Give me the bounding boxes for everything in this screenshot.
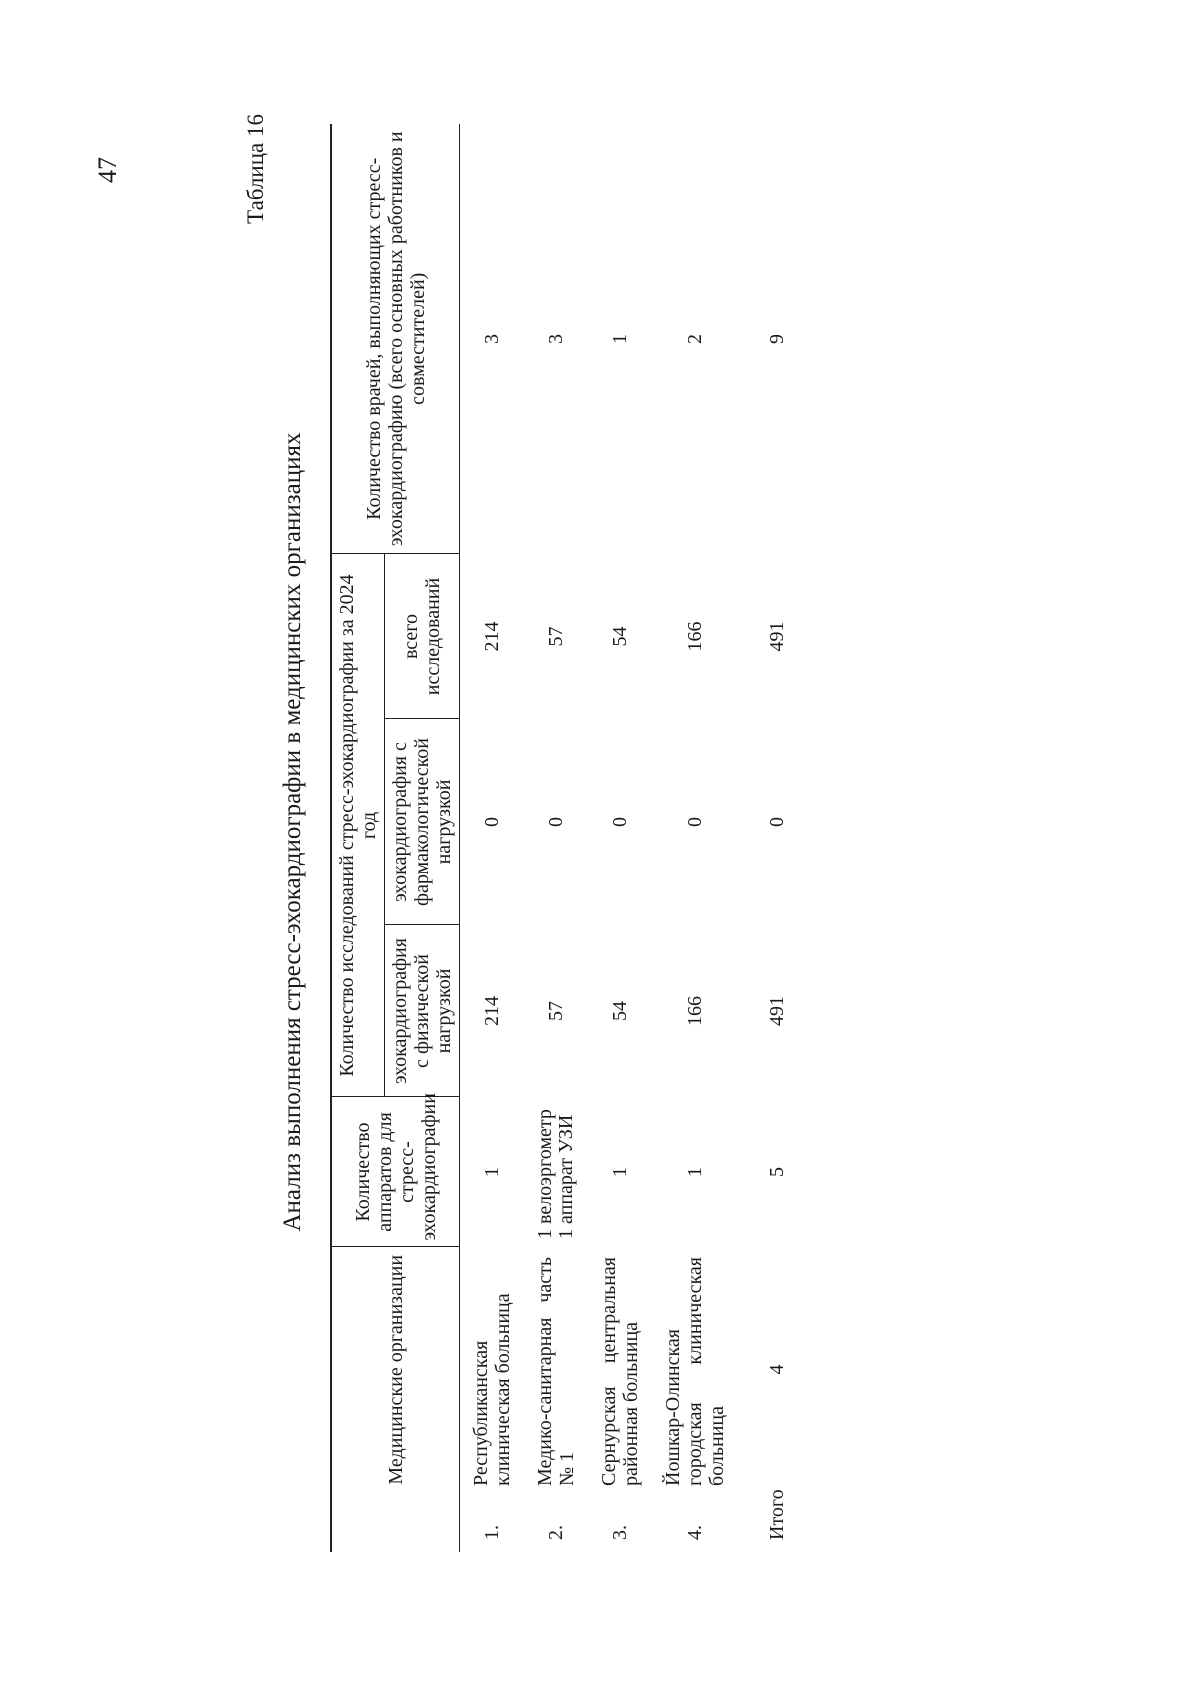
table-row xyxy=(460,124,525,1552)
row-devices: 1 xyxy=(609,1167,631,1177)
row-total-studies: 166 xyxy=(684,621,706,652)
row-number: 2. xyxy=(545,1525,567,1540)
row-organization: Сернурская центральная районная больница xyxy=(598,1257,642,1486)
total-studies: 491 xyxy=(766,621,788,652)
header-number-column xyxy=(331,1492,460,1552)
row-pharmacological: 0 xyxy=(481,817,503,827)
row-devices: 1 xyxy=(684,1167,706,1177)
row-physical: 214 xyxy=(481,996,503,1026)
total-row xyxy=(738,124,798,1552)
row-doctors: 2 xyxy=(684,334,706,344)
total-doctors: 9 xyxy=(766,334,788,344)
page-number: 47 xyxy=(93,157,122,183)
table-row xyxy=(524,124,588,1552)
row-devices xyxy=(524,1097,588,1247)
row-pharmacological: 0 xyxy=(545,817,567,827)
row-total-studies: 57 xyxy=(545,626,567,647)
row-doctors: 3 xyxy=(481,334,503,344)
rotated-page-content xyxy=(240,92,940,1572)
row-pharmacological: 0 xyxy=(609,817,631,827)
device-line-2: 1 аппарат УЗИ xyxy=(555,1114,577,1239)
row-physical: 54 xyxy=(609,1001,631,1021)
row-doctors: 3 xyxy=(545,334,567,344)
header-studies-group: Количество исследований стресс-эхокардиографии за 2024 год xyxy=(331,554,385,1097)
row-total-studies: 214 xyxy=(481,621,503,652)
row-number: 4. xyxy=(684,1525,706,1540)
row-total-studies: 54 xyxy=(609,626,631,647)
row-physical: 166 xyxy=(684,996,706,1026)
device-line-1: 1 велоэргометр xyxy=(534,1109,556,1239)
header-physical: эхокардиография с физической нагрузкой xyxy=(385,925,460,1097)
table-title: Анализ выполнения стресс-эхокардиографии в медицинских организациях xyxy=(279,432,306,1232)
table-label: Таблица 16 xyxy=(243,114,268,224)
total-label: Итого xyxy=(766,1489,788,1540)
row-physical: 57 xyxy=(545,1001,567,1021)
row-devices: 1 xyxy=(481,1167,503,1177)
table-row xyxy=(652,124,738,1552)
header-total-studies: всего исследований xyxy=(385,554,460,719)
header-devices: Количество аппаратов для стресс-эхокардиографии xyxy=(331,1097,460,1247)
total-devices: 5 xyxy=(766,1167,788,1177)
row-doctors: 1 xyxy=(609,334,631,344)
total-pharmacological: 0 xyxy=(766,817,788,827)
header-doctors: Количество врачей, выполняющих стресс-эхокардиографию (всего основных работников и совместителей) xyxy=(331,124,460,554)
stress-echo-table xyxy=(330,124,798,1552)
row-number: 1. xyxy=(481,1525,503,1540)
header-organizations: Медицинские организации xyxy=(331,1247,460,1492)
row-pharmacological: 0 xyxy=(684,817,706,827)
row-organization: Республиканская клиническая больница xyxy=(470,1293,514,1486)
row-organization: Медико-санитарная часть № 1 xyxy=(534,1257,578,1486)
total-organizations: 4 xyxy=(766,1364,788,1375)
table-row xyxy=(588,124,652,1552)
total-physical: 491 xyxy=(766,996,788,1026)
header-pharmacological: эхокардиография с фармакологической нагрузкой xyxy=(385,719,460,925)
row-number: 3. xyxy=(609,1525,631,1540)
row-organization: Йошкар-Олинская городская клиническая больница xyxy=(662,1257,728,1486)
